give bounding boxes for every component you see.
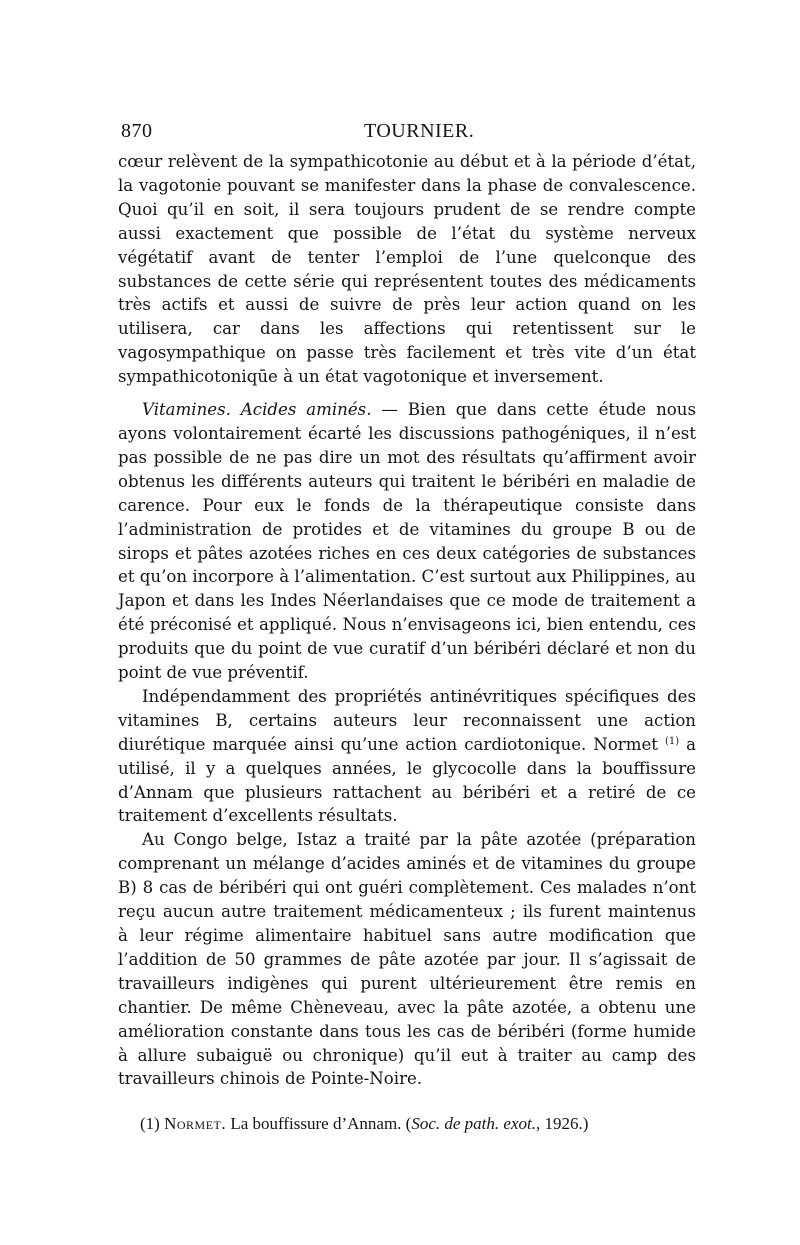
running-title: TOURNIER. — [364, 120, 475, 142]
paragraph-continuation: cœur relèvent de la sympathicotonie au début et à la période d’état, la vagotonie pouvant se manifester dans la phase de convalescence. Quoi qu’il en soit, il sera toujours prudent de se rendre compte aussi exactement que possible de l’état du système nerveux végétatif avant de tenter l’emploi de l’une quelconque des substances de cette série qui représentent toutes des médicaments très actifs et aussi de suivre de près leur action quand on les utilisera, car dans les affections qui retentissent sur le vagosympathique on passe très facilement et très vite d’un état sympathicotoniqūe à un état vagotonique et inversement. — [118, 152, 696, 387]
footnote-author: Normet. — [164, 1114, 227, 1134]
footnote-year: , 1926.) — [535, 1114, 589, 1134]
paragraph-independamment-text-1: Indépendamment des propriétés antinévritiques spécifiques des vitamines B, certains auteurs leur reconnaissent une action diurétique marquée ainsi qu’une action cardiotonique. Normet — [118, 686, 696, 754]
paragraph-independamment-text-2: a utilisé, il y a quelques années, le glycocolle dans la bouffissure d’Annam que plusieurs rattachent au béribéri et a retiré de ce traitement d’excellents résultats. — [118, 734, 696, 826]
paragraph-congo: Au Congo belge, Istaz a traité par la pâte azotée (préparation comprenant un mélange d’acides aminés et de vitamines du groupe B) 8 cas de béribéri qui ont guéri complètement. Ces malades n’ont reçu aucun autre traitement médicamenteux ; ils furent maintenus à leur régime alimentaire habituel sans autre modification que l’addition de 50 grammes de pâte azotée par jour. Il s’agissait de travailleurs indigènes qui purent ultérieurement être remis en chantier. De même Chèneveau, avec la pâte azotée, a obtenu une amélioration constante dans tous les cas de béribéri (forme humide à allure subaiguë ou chronique) qu’il eut à traiter au camp des travailleurs chinois de Pointe-Noire. — [118, 830, 696, 1089]
running-head — [118, 112, 696, 146]
footnote-source: Soc. de path. exot. — [411, 1114, 536, 1134]
paragraph-vitamines — [118, 398, 696, 685]
section-gap — [118, 389, 696, 398]
footnote-reference: (1) — [664, 735, 680, 747]
footnote — [118, 1113, 696, 1135]
book-page — [118, 112, 696, 1135]
section-heading-vitamines: Vitamines. Acides aminés. — [142, 400, 372, 420]
page-number: 870 — [121, 120, 153, 142]
footnote-marker: (1) — [140, 1114, 160, 1134]
paragraph-vitamines-text: — Bien que dans cette étude nous ayons volontairement écarté les discussions pathogéniques, il n’est pas possible de ne pas dire un mot des résultats qu’affirment avoir obtenus les différents auteurs qui traitent le béribéri en maladie de carence. Pour eux le fonds de la thérapeutique consiste dans l’administration de protides et de vitamines du groupe B ou de sirops et pâtes azotées riches en ces deux catégories de substances et qu’on incorpore à l’alimentation. C’est surtout aux Philippines, au Japon et dans les Indes Néerlandaises que ce mode de traitement a été préconisé et appliqué. Nous n’envisageons ici, bien entendu, ces produits que du point de vue curatif d’un béribéri déclaré et non du point de vue préventif. — [118, 400, 696, 683]
paragraph-independamment — [118, 685, 696, 828]
footnote-title: La bouffissure d’Annam. ( — [226, 1114, 412, 1134]
